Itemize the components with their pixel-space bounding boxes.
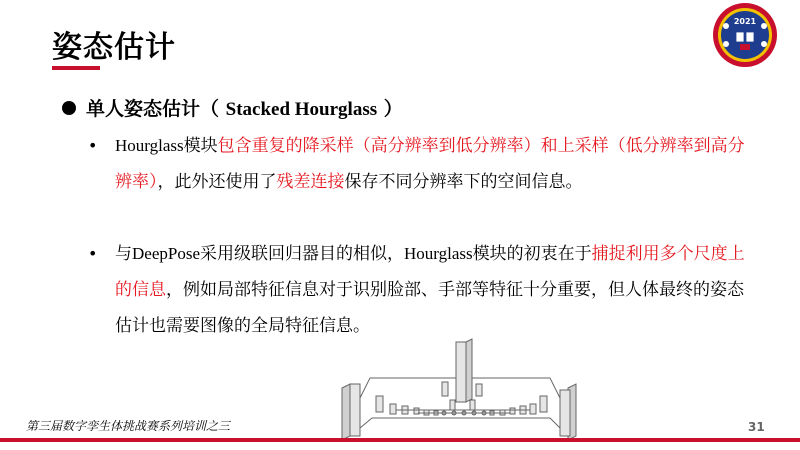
bullet-text: 与DeepPose采用级联回归器目的相似，Hourglass模块的初衷在于捕捉利用多个尺度上的信息，例如局部特征信息对于识别脸部、手部等特征十分重要，但人体最终的姿态估计也需要图像的全局特征信息。 [115, 244, 745, 336]
bullet-text: Hourglass模块包含重复的降采样（高分辨率到低分辨率）和上采样（低分辨率到高分辨率），此外还使用了残差连接保存不同分辨率下的空间信息。 [115, 136, 745, 192]
title-underline [52, 66, 100, 70]
bullet-hourglass-structure [88, 128, 758, 200]
page-title: 姿态估计 [52, 30, 176, 65]
main-bullet-text: 单人姿态估计（ Stacked Hourglass ） [86, 98, 403, 120]
competition-logo-icon [712, 2, 778, 68]
footer-divider [0, 438, 800, 442]
main-bullet [62, 94, 403, 121]
page-number: 31 [748, 420, 765, 434]
logo-year: 2021 [733, 17, 757, 26]
bullet-hourglass-motivation [88, 236, 758, 344]
footer-series-title: 第三届数字孪生体挑战赛系列培训之三 [26, 419, 231, 433]
hourglass-architecture-diagram [330, 338, 590, 442]
sub-bullet-dot-icon: • [88, 136, 98, 155]
bullet-dot-icon [62, 101, 76, 115]
sub-bullet-dot-icon: • [88, 244, 98, 263]
